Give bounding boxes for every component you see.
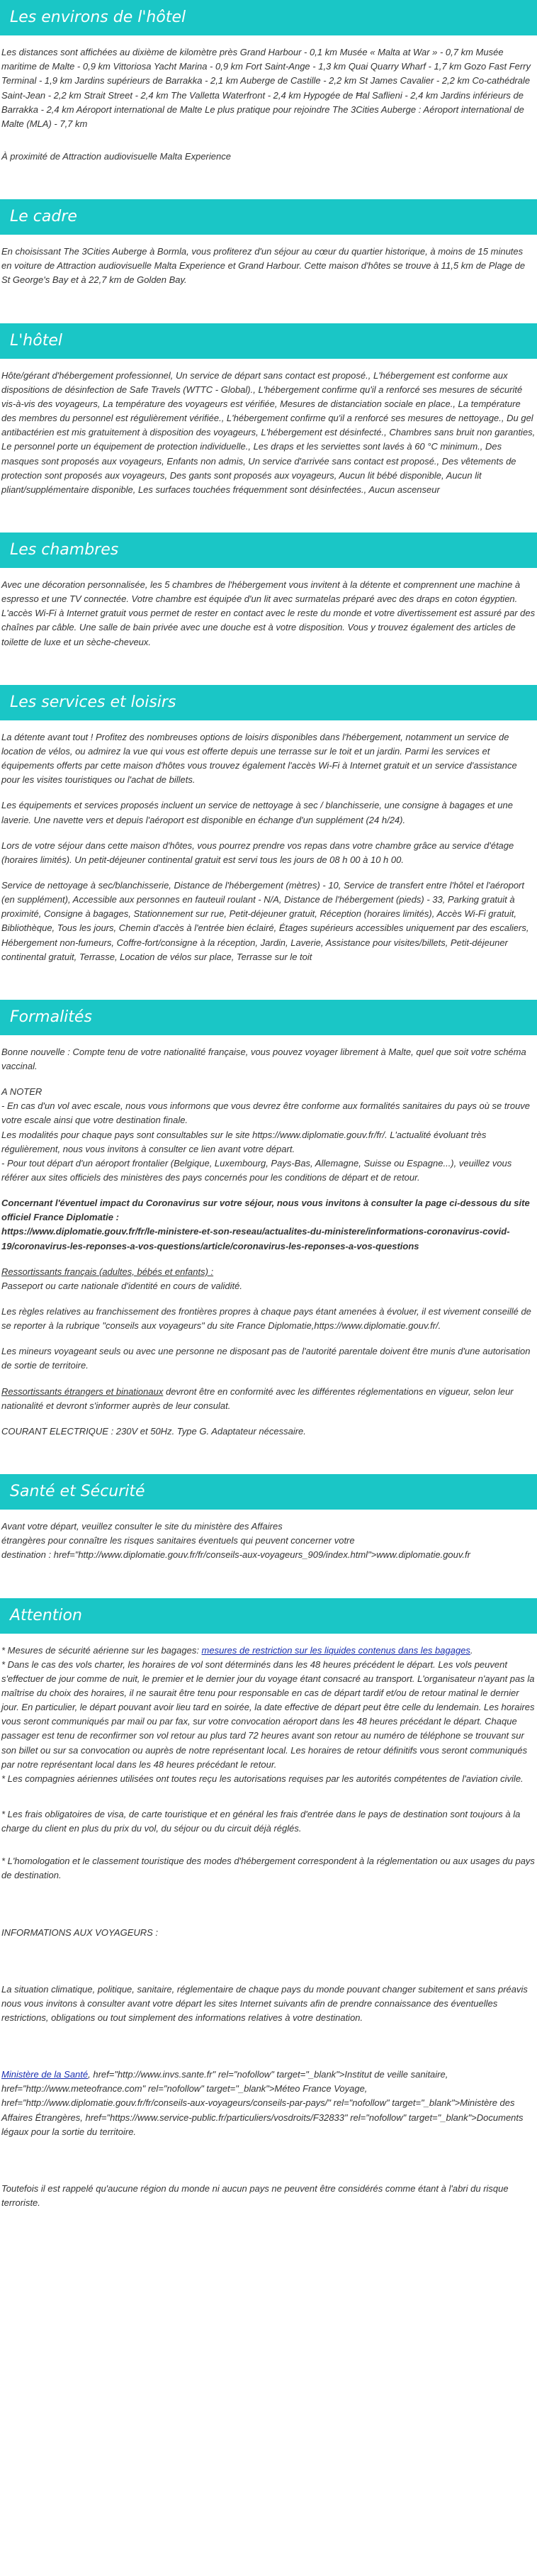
health-text: Avant votre départ, veuillez consulter le site du ministère des Affaires bbox=[1, 1521, 283, 1532]
section-title: L'hôtel bbox=[0, 323, 537, 359]
section-chambres bbox=[0, 533, 537, 649]
ressortissants-title: Ressortissants français (adultes, bébés et enfants) : bbox=[1, 1266, 214, 1277]
section-title: Le cadre bbox=[0, 199, 537, 235]
nationality-text: Bonne nouvelle : Compte tenu de votre nationalité française, vous pouvez voyager librement à Malte, quel que soit votre schéma vaccinal. bbox=[1, 1046, 526, 1072]
services-text: Lors de votre séjour dans cette maison d'hôtes, vous pourrez prendre vos repas dans votre chambre grâce au service d'étage (horaires limités). Un petit-déjeuner continental gratuit est servi tous les jours de 08 h 00 à 10 h 00. bbox=[1, 840, 514, 865]
note-text: Les modalités pour chaque pays sont consultables sur le site https://www.diplomatie.gouv.fr/fr/. L'actualité évoluant très régulièrement, nous vous invitons à consulter ce lien avant votre départ. bbox=[1, 1129, 487, 1154]
section-title: Les services et loisirs bbox=[0, 685, 537, 720]
binationals-text: devront être en conformité avec les différentes réglementations en vigueur, selon leur nationalité et devront s'informer auprès de leur consulat. bbox=[1, 1385, 514, 1411]
hotel-text: Hôte/gérant d'hébergement professionnel, Un service de départ sans contact est proposé., L'hébergement est conforme aux dispositions de désinfection de Safe Travels (WTTC - Global)., L'hébergement confirme qu'il a renforcé ses mesures de sécurité vis-à-vis des voyageurs, La température des voyageurs est vérifiée, Mesures de distanciation sociale en place., La température des membres du personnel est régulièrement vérifiée., L'hébergement confirme qu'il a renforcé ses mesures de nettoyage., Du gel antibactérien est mis gratuitement à disposition des voyageurs, L'hébergement est désinfecté., Chambres sans bruit non garanties, Le personnel porte un équipement de protection individuelle., Les draps et les serviettes sont lavés à 60 °C minimum., Des masques sont proposés aux voyageurs, Enfants non admis, Un service d'arrivée sans contact est proposé., Des vêtements de protection sont proposés aux voyageurs, Des gants sont proposés aux voyageurs, Aucun lit bébé disponible, Aucun lit pliant/supplémentaire disponible, Les surfaces touchées fréquemment sont désinfectées., Aucun ascenseur bbox=[1, 369, 536, 495]
rooms-text: Avec une décoration personnalisée, les 5 chambres de l'hébergement vous invitent à la détente et comprennent une machine à espresso et une TV connectée. Votre chambre est équipée d'un lit avec surmatelas préparé avec des draps en coton égyptien. L'accès Wi-Fi à Internet gratuit vous permet de rester en contact avec le reste du monde et votre divertissement est assuré par des chaînes par câble. Une salle de bain privée avec une douche est à votre disposition. Vous y trouvez également des articles de toilette de luxe et un sèche-cheveux. bbox=[1, 579, 536, 647]
liquids-restriction-link[interactable]: mesures de restriction sur les liquides contenus dans les bagages bbox=[201, 1644, 470, 1656]
links-text: , href="http://www.invs.sante.fr" rel="nofollow" target="_blank">Institut de veille sanitaire, href="http://www.meteofrance.com" rel="nofollow" target="_blank">Méteo France Voyage, href="http://www.diplomatie.gouv.fr/fr/conseils-aux-voyageurs/conseils-par-pays/" rel="nofollow" target="_blank">Ministère des Affaires Étrangères, href="https://www.service-public.fr/particuliers/vosdroits/F32833" rel="nofollow" target="_blank">Documents légaux pour la sortie du territoire. bbox=[1, 2069, 524, 2137]
services-text: Les équipements et services proposés incluent un service de nettoyage à sec / blanchisserie, une consigne à bagages et une laverie. Une navette vers et depuis l'aéroport est disponible en échange d'un supplément (24 h/24). bbox=[1, 800, 513, 825]
info-text: La situation climatique, politique, sanitaire, réglementaire de chaque pays du monde pouvant changer subitement et sans préavis nous vous invitons à consulter avant votre départ les sites Internet suivants afin de prendre connaissance des éventuelles restrictions, obligations ou tout simplement des informations relatives à votre destination. bbox=[1, 1983, 528, 2023]
terrorism-text: Toutefois il est rappelé qu'aucune région du monde ni aucun pays ne peuvent être considérés comme étant à l'abri du risque terroriste. bbox=[1, 2182, 509, 2208]
note-text: - Pour tout départ d'un aéroport frontalier (Belgique, Luxembourg, Pays-Bas, Allemagne, Suisse ou Espagne...), veuillez vous référer aux sites officiels des ministères des pays concernés pour les conditions de départ et de retour. bbox=[1, 1157, 512, 1183]
health-ministry-link[interactable]: Ministère de la Santé bbox=[1, 2069, 89, 2080]
baggage-label: * Mesures de sécurité aérienne sur les bagages: bbox=[1, 1644, 202, 1656]
section-cadre bbox=[0, 199, 537, 288]
ressortissants-text: Passeport ou carte nationale d'identité en cours de validité. bbox=[1, 1280, 242, 1291]
section-title: Formalités bbox=[0, 1000, 537, 1035]
health-text: étrangères pour connaître les risques sanitaires éventuels qui peuvent concerner votre bbox=[1, 1535, 355, 1546]
setting-text: En choisissant The 3Cities Auberge à Bormla, vous profiterez d'un séjour au cœur du quartier historique, à moins de 15 minutes en voiture de Attraction audiovisuelle Malta Experience et Grand Harbour. Cette maison d'hôtes se trouve à 11,5 km de Plage de St George's Bay et à 22,7 km de Golden Bay. bbox=[1, 246, 526, 286]
rules-text: Les règles relatives au franchissement des frontières propres à chaque pays étant amenées à évoluer, il est vivement conseillé de se reporter à la rubrique "conseils aux voyageurs" du site France Diplomatie,https://www.diplomatie.gouv.fr/. bbox=[1, 1306, 531, 1332]
airlines-text: * Les compagnies aériennes utilisées ont toutes reçu les autorisations requises par les autorités compétentes de l'aviation civile. bbox=[1, 1773, 524, 1784]
note-title: A NOTER bbox=[1, 1086, 43, 1098]
health-text: destination : href="http://www.diplomatie.gouv.fr/fr/conseils-aux-voyageurs_909/index.html">www.diplomatie.gouv.fr bbox=[1, 1549, 470, 1561]
section-title: Santé et Sécurité bbox=[0, 1474, 537, 1510]
classification-text: * L'homologation et le classement touristique des modes d'hébergement correspondent à la réglementation ou aux usages du pays de destination. bbox=[1, 1856, 535, 1881]
covid-notice: Concernant l'éventuel impact du Coronavirus sur votre séjour, nous vous invitons à consulter la page ci-dessous du site officiel France Diplomatie : bbox=[1, 1198, 530, 1223]
section-formalites bbox=[0, 1000, 537, 1439]
punctuation: . bbox=[470, 1644, 473, 1656]
services-text: La détente avant tout ! Profitez des nombreuses options de loisirs disponibles dans l'hébergement, notamment un service de location de vélos, ou admirez la vue qui vous est offerte depuis une terrasse sur le toit et un jardin. Parmi les services et équipements offerts par cette maison d'hôtes vous trouvez également l'accès Wi-Fi à Internet gratuit et un service d'assistance pour les visites touristiques ou l'achat de billets. bbox=[1, 731, 517, 786]
covid-link[interactable]: https://www.diplomatie.gouv.fr/fr/le-ministere-et-son-reseau/actualites-du-ministere/informations-coronavirus-covid-19/coronavirus-les-reponses-a-vos-questions/article/coronavirus-les-reponses-a-vos-questions bbox=[1, 1226, 510, 1251]
section-hotel bbox=[0, 323, 537, 497]
minors-text: Les mineurs voyageant seuls ou avec une personne ne disposant pas de l'autorité parentale doivent être munis d'une autorisation de sortie de territoire. bbox=[1, 1346, 531, 1371]
visa-text: * Les frais obligatoires de visa, de carte touristique et en général les frais d'entrée dans le pays de destination sont toujours à la charge du client en plus du prix du vol, du séjour ou du circuit déjà réglés. bbox=[1, 1809, 521, 1834]
section-title: Attention bbox=[0, 1598, 537, 1634]
section-sante bbox=[0, 1474, 537, 1563]
section-title: Les chambres bbox=[0, 533, 537, 568]
distances-text: Les distances sont affichées au dixième de kilomètre près Grand Harbour - 0,1 km Musée « Malta at War » - 0,7 km Musée maritime de Malte - 0,9 km Vittoriosa Yacht Marina - 0,9 km Fort Saint-Ange - 1,3 km Quai Quarry Wharf - 1,7 km Gozo Fast Ferry Terminal - 1,9 km Jardins supérieurs de Barrakka - 2,1 km Auberge de Castille - 2,2 km St James Cavalier - 2,2 km Co-cathédrale Saint-Jean - 2,2 km Strait Street - 2,4 km The Valletta Waterfront - 2,4 km Hypogée de Ħal Saflieni - 2,4 km Jardins inférieurs de Barrakka - 2,4 km Aéroport international de Malte Le plus pratique pour rejoindre The 3Cities Auberge : Aéroport international de Malte (MLA) - 7,7 km bbox=[1, 47, 531, 129]
section-services bbox=[0, 685, 537, 964]
services-list: Service de nettoyage à sec/blanchisserie, Distance de l'hébergement (mètres) - 10, Service de transfert entre l'hôtel et l'aéroport (en supplément), Accessible aux personnes en fauteuil roulant - N/A, Distance de l'hébergement (pieds) - 33, Parking gratuit à proximité, Consigne à bagages, Stationnement sur rue, Petit-déjeuner gratuit, Réception (horaires limités), Accès Wi-Fi gratuit, Bibliothèque, Tous les jours, Chemin d'accès à l'entrée bien éclairé, Étages supérieurs accessibles uniquement par des escaliers, Hébergement non-fumeurs, Coffre-fort/consigne à la réception, Jardin, Laverie, Assistance pour visites/billets, Petit-déjeuner continental gratuit, Terrasse, Location de vélos sur place, Terrasse sur le toit bbox=[1, 879, 529, 962]
info-title: INFORMATIONS AUX VOYAGEURS : bbox=[1, 1927, 159, 1938]
note-text: - En cas d'un vol avec escale, nous vous informons que vous devrez être conforme aux formalités sanitaires du pays où se trouve votre escale ainsi que votre destination finale. bbox=[1, 1100, 531, 1126]
section-environs bbox=[0, 0, 537, 164]
binationals-title: Ressortissants étrangers et binationaux bbox=[1, 1385, 164, 1397]
nearby-text: À proximité de Attraction audiovisuelle Malta Experience bbox=[1, 150, 231, 162]
section-title: Les environs de l'hôtel bbox=[0, 0, 537, 35]
electric-text: COURANT ELECTRIQUE : 230V et 50Hz. Type G. Adaptateur nécessaire. bbox=[1, 1425, 306, 1437]
section-attention bbox=[0, 1598, 537, 2211]
charter-text: * Dans le cas des vols charter, les horaires de vol sont déterminés dans les 48 heures précédent le départ. Les vols peuvent s'effectuer de jour comme de nuit, le premier et le dernier jour du voyage étant consacré au transport. L'organisateur n'ayant pas la maîtrise du choix des horaires, il ne saurait être tenu pour responsable en cas de départ tardif et/ou de retour matinal le dernier jour. En particulier, le départ pouvant avoir lieu tard en soirée, la date effective de départ peut être celle du lendemain. Les horaires vous seront communiqués par mail ou par fax, sur votre convocation aéroport dans les 48 heures précédant le départ. Chaque passager est tenu de reconfirmer son vol retour au plus tard 72 heures avant son retour au numéro de téléphone se trouvant sur son billet ou sur sa convocation ou auprès de notre représentant local. Les horaires de retour définitifs vous seront communiqués par notre représentant local dans les 48 heures précédant le retour. bbox=[1, 1658, 535, 1770]
